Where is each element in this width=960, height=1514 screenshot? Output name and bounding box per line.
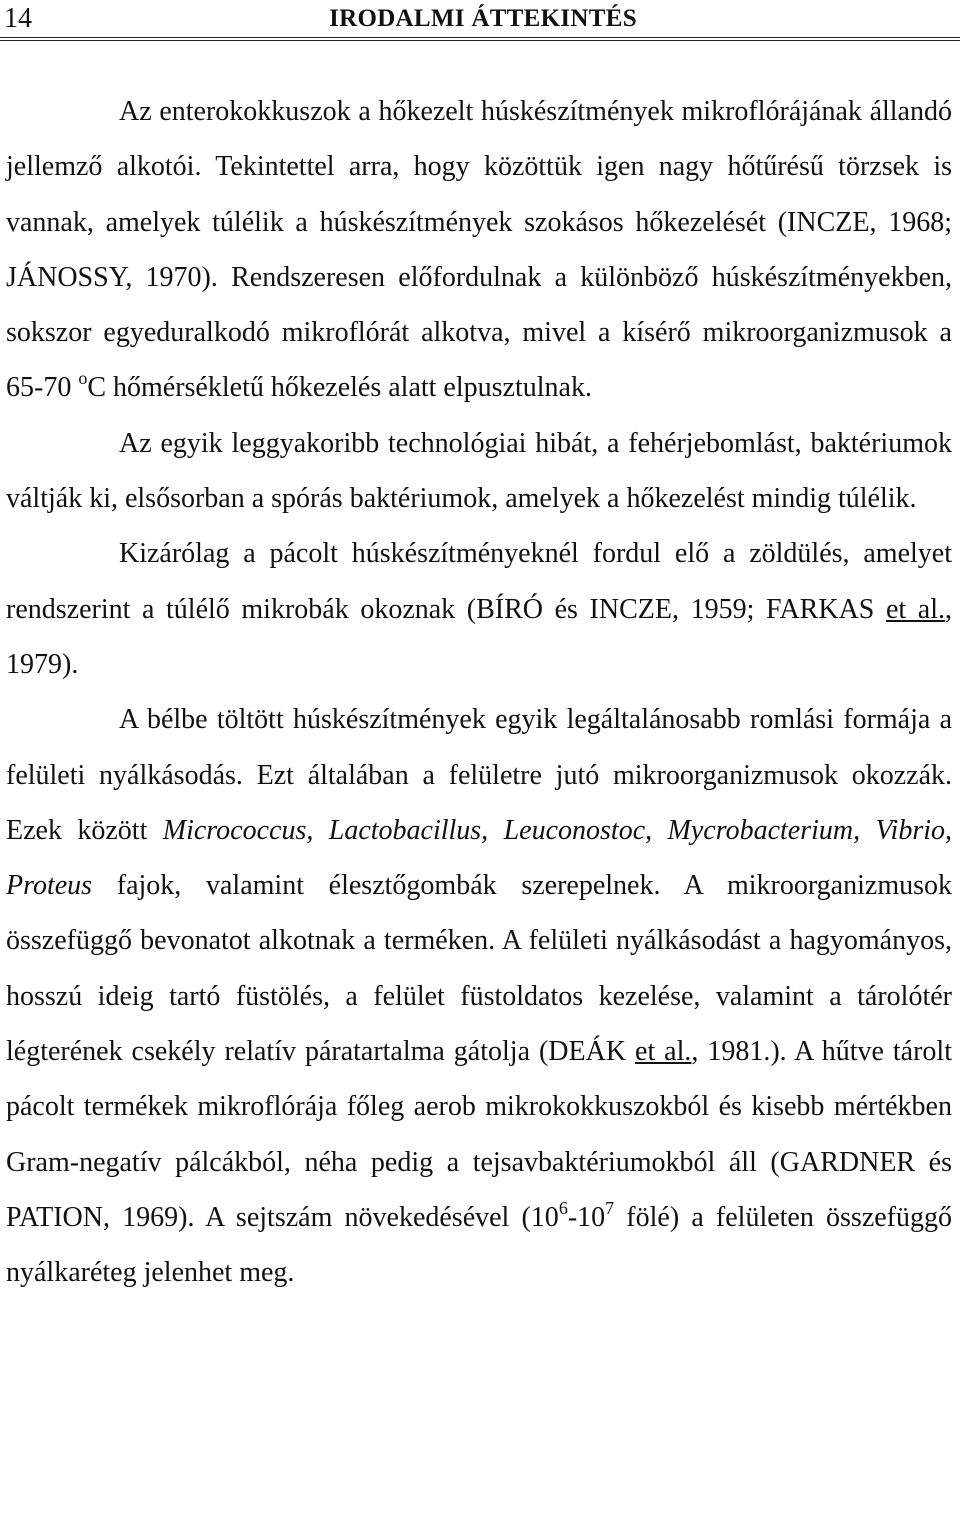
paragraph-text: A bélbe töltött húskészítmények egyik legáltalánosabb romlási formája a felületi nyálkásodás. Ezt általában a felületre jutó mikroorganizmusok okozzák. Ezek között [6,704,952,846]
paragraph-text: -10 [567,1201,606,1233]
paragraph-text: Kizárólag a pácolt húskészítményeknél fordul elő a zöldülés, amelyet rendszerint a túlélő mikrobák okoznak (BÍRÓ és INCZE, 1959; FARKAS [6,538,952,625]
paragraph-text: , 1979). [6,593,952,680]
page-header [0,0,960,42]
body-text [6,84,952,1301]
exponent-superscript: 6 [558,1197,568,1218]
paragraph-text: Az enterokokkuszok a hőkezelt húskészítmények mikroflórájának állandó jellemző alkotói. Tekintettel arra, hogy közöttük igen nagy hőtűrésű törzsek is vannak, amelyek túlélik a húskészítmények szokásos hőkezelését (INCZE, 1968; JÁNOSSY, 1970). Rendszeresen előfordulnak a különböző húskészítményekben, sokszor egyeduralkodó mikroflórát alkotva, mivel a kísérő mikroorganizmusok a 65-70 [6,96,952,404]
paragraph-text: fölé) a felületen összefüggő nyálkaréteg jelenhet meg. [6,1201,952,1289]
paragraph-text: fajok, valamint élesztőgombák szerepelnek. A mikroorganizmusok összefüggő bevonatot alkotnak a terméken. A felületi nyálkásodást a hagyományos, hosszú ideig tartó füstölés, a felület füstoldatos kezelése, valamint a tárolótér légterének csekély relatív páratartalma gátolja (DEÁK [6,870,952,1068]
paragraph-text: C hőmérsékletű hőkezelés alatt elpusztulnak. [87,372,592,404]
paragraph-protein-decay: Az egyik leggyakoribb technológiai hibát, a fehérjebomlást, baktériumok váltják ki, elsősorban a spórás baktériumok, amelyek a hőkezelést mindig túlélik. [6,427,952,515]
paragraph-enterococci [6,84,952,416]
paragraph-text: , 1981.). A hűtve tárolt pácolt termékek mikroflórája főleg aerob mikrokokkuszokból és kisebb mértékben Gram-negatív pálcákból, néha pedig a tejsavbaktériumokból áll (GARDNER és PATION, 1969). A sejtszám növekedésével (10 [6,1036,952,1233]
header-divider [0,37,960,41]
species-names: Micrococcus, Lactobacillus, Leuconostoc, Mycrobacterium, Vibrio, Proteus [6,814,952,902]
et-al-reference: et al. [885,593,945,625]
page-number: 14 [4,3,32,34]
paragraph-greening [6,526,952,692]
et-al-reference: et al. [635,1036,692,1068]
degree-superscript: o [78,368,88,389]
paragraph-surface-slime [6,692,952,1300]
exponent-superscript: 7 [605,1197,615,1218]
running-head-title: IRODALMI ÁTTEKINTÉS [329,5,637,32]
